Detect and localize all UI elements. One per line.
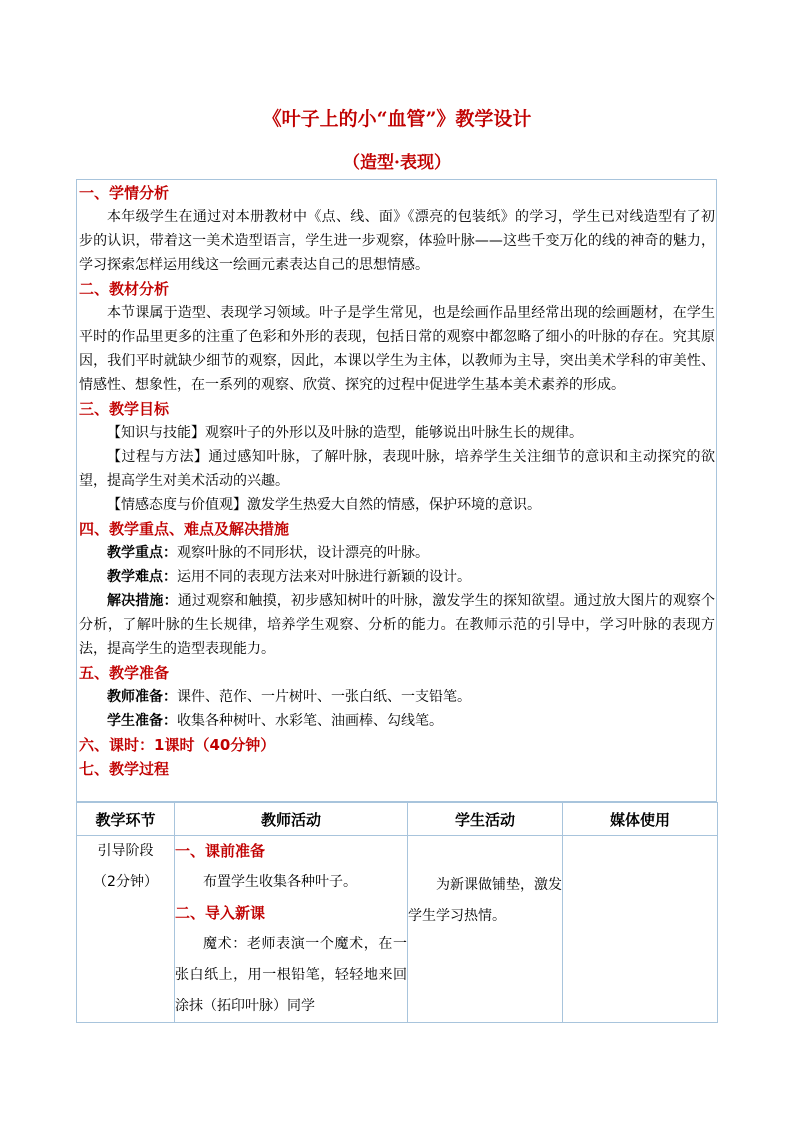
header-student-activity: 学生活动 [408, 803, 563, 836]
difficult-point-label: 教学难点： [107, 569, 177, 585]
section-teaching-goals [79, 397, 715, 517]
section-material-analysis [79, 277, 715, 397]
header-stage: 教学环节 [77, 803, 175, 836]
document-title: 《叶子上的小“血管”》教学设计 [262, 108, 532, 130]
difficult-point-text: 运用不同的表现方法来对叶脉进行新颖的设计。 [177, 569, 471, 585]
process-table [76, 802, 718, 1023]
student-prep [79, 709, 715, 733]
teacher-step-text: 布置学生收集各种叶子。 [203, 874, 357, 890]
header-teacher-activity: 教师活动 [175, 803, 408, 836]
student-prep-text: 收集各种树叶、水彩笔、油画棒、勾线笔。 [177, 713, 443, 729]
section-learner-analysis [79, 181, 715, 277]
student-activity-text: 为新课做铺垫，激发学生学习热情。 [408, 877, 562, 924]
teacher-prep-label: 教师准备： [107, 689, 177, 705]
section-heading: 五、教学准备 [79, 664, 170, 682]
table-header-row [77, 803, 718, 836]
table-row [77, 836, 718, 1023]
section-heading: 一、学情分析 [79, 184, 170, 202]
header-media: 媒体使用 [563, 803, 718, 836]
document-subtitle: （造型·表现） [343, 153, 451, 173]
stage-name: 引导阶段 [97, 843, 154, 859]
teacher-prep [79, 685, 715, 709]
goal-emotion: 【情感态度与价值观】激发学生热爱大自然的情感，保护环境的意识。 [107, 497, 541, 513]
section-heading: 二、教材分析 [79, 280, 170, 298]
section-class-hours: 六、课时：1课时（40分钟） [79, 736, 276, 754]
student-activity-cell [408, 836, 563, 1023]
section-key-points [79, 517, 715, 661]
goal-knowledge: 【知识与技能】观察叶子的外形以及叶脉的造型，能够说出叶脉生长的规律。 [107, 425, 583, 441]
solution [79, 589, 715, 661]
section-heading: 四、教学重点、难点及解决措施 [79, 520, 290, 538]
key-point-label: 教学重点： [107, 545, 177, 561]
teacher-activity-cell [175, 836, 408, 1023]
teacher-step-text: 魔术：老师表演一个魔术，在一张白纸上，用一根铅笔，轻轻地来回涂抹（拓印叶脉）同学 [175, 936, 407, 1014]
solution-label: 解决措施： [107, 593, 178, 609]
content-body [79, 181, 715, 781]
media-cell [563, 836, 718, 1023]
key-point [79, 541, 715, 565]
stage-time: （2分钟） [93, 874, 158, 890]
student-prep-label: 学生准备： [107, 713, 177, 729]
section-heading: 三、教学目标 [79, 400, 170, 418]
solution-text: 通过观察和触摸，初步感知树叶的叶脉，激发学生的探知欲望。通过放大图片的观察个分析，了解叶脉的生长规律，培养学生观察、分析的能力。在教师示范的引导中，学习叶脉的表现方法，提高学生的造型表现能力。 [79, 593, 716, 657]
section-teaching-process: 七、教学过程 [79, 760, 170, 778]
teacher-prep-text: 课件、范作、一片树叶、一张白纸、一支铅笔。 [177, 689, 471, 705]
section-preparation [79, 661, 715, 733]
teacher-step-heading: 二、导入新课 [175, 904, 266, 922]
goal-process: 【过程与方法】通过感知叶脉，了解叶脉，表现叶脉，培养学生关注细节的意识和主动探究的欲望，提高学生对美术活动的兴趣。 [79, 449, 715, 489]
section-text: 本年级学生在通过对本册教材中《点、线、面》《漂亮的包装纸》的学习，学生已对线造型有了初步的认识，带着这一美术造型语言，学生进一步观察，体验叶脉——这些千变万化的线的神奇的魅力，学习探索怎样运用线这一绘画元素表达自己的思想情感。 [79, 209, 715, 273]
difficult-point [79, 565, 715, 589]
stage-cell [77, 836, 175, 1023]
section-text: 本节课属于造型、表现学习领域。叶子是学生常见，也是绘画作品里经常出现的绘画题材，在学生平时的作品里更多的注重了色彩和外形的表现，包括日常的观察中都忽略了细小的叶脉的存在。究其原因，我们平时就缺少细节的观察，因此，本课以学生为主体，以教师为主导，突出美术学科的审美性、情感性、想象性，在一系列的观察、欣赏、探究的过程中促进学生基本美术素养的形成。 [79, 305, 715, 393]
key-point-text: 观察叶脉的不同形状，设计漂亮的叶脉。 [177, 545, 429, 561]
teacher-step-heading: 一、课前准备 [175, 842, 266, 860]
